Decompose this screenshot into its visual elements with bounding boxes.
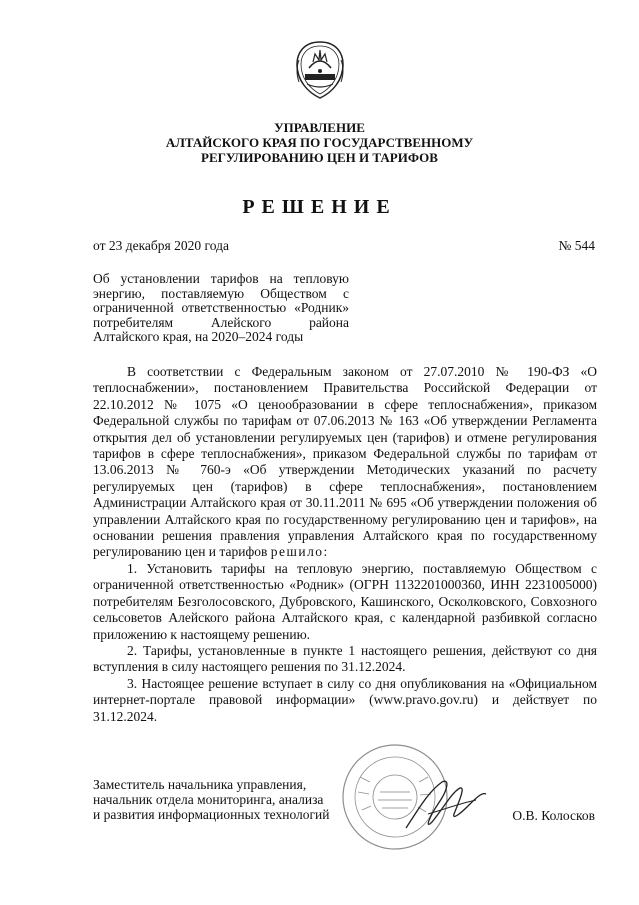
preamble-text: В соответствии с Федеральным законом от 27.07.2010 № 190-ФЗ «О теплоснабжении», постановлением Правительства Российской Федерации от 22.10.2012 № 1075 «О ценообразовании в сфере теплоснабжения», приказом Федеральной службы по тарифам от 07.06.2013 № 163 «Об утверждении Регламента открытия дел об установлении регулируемых цен (тарифов) и отмене регулирования тарифов в сфере теплоснабжения», приказом Федеральной службы по тарифам от 13.06.2013 № 760-э «Об утверждении Методических указаний по расчету регулируемых цен (тарифов) в сфере теплоснабжения», постановлением Администрации Алтайского края от 30.11.2011 № 695 «Об утверждении положения об управлении Алтайского края по государственному регулированию цен и тарифов», на основании решения правления управления Алтайского края по государственному регулированию цен и тарифов [93, 364, 597, 560]
handwritten-signature-icon [398, 770, 498, 840]
document-date: от 23 декабря 2020 года [93, 238, 229, 253]
org-line-2: АЛТАЙСКОГО КРАЯ ПО ГОСУДАРСТВЕННОМУ [165, 135, 474, 150]
document-type-title: РЕШЕНИЕ [242, 196, 397, 218]
org-line-3: РЕГУЛИРОВАНИЮ ЦЕН И ТАРИФОВ [201, 150, 438, 165]
preamble-paragraph [93, 364, 597, 561]
org-line-1: УПРАВЛЕНИЕ [274, 120, 365, 135]
signer-position-line-1: Заместитель начальника управления, [93, 777, 307, 792]
resolution-item-3: 3. Настоящее решение вступает в силу со дня опубликования на «Официальном интернет-портале правовой информации» (www.pravo.gov.ru) и действует по 31.12.2024. [93, 675, 597, 724]
document-number: № 544 [558, 238, 595, 253]
issuing-authority [0, 120, 639, 165]
resolution-item-1: 1. Установить тарифы на тепловую энергию, поставляемую Обществом с ограниченной ответственностью «Родник» (ОГРН 1132201000360, ИНН 2231005000) потребителям Безголосовского, Дубровского, Кашинского, Осколковского, Совхозного сельсоветов Алейского района Алтайского края, с календарной разбивкой согласно приложению к настоящему решению. [93, 560, 597, 642]
document-subject: Об установлении тарифов на тепловую энергию, поставляемую Обществом с ограниченной ответственностью «Родник» потребителям Алейского района Алтайского края, на 2020–2024 годы [93, 271, 349, 344]
signer-position [93, 777, 330, 822]
coat-of-arms-icon [293, 40, 347, 100]
resolution-item-2: 2. Тарифы, установленные в пункте 1 настоящего решения, действуют со дня вступления в силу настоящего решения по 31.12.2024. [93, 642, 597, 675]
signer-position-line-3: и развития информационных технологий [93, 807, 330, 822]
document-body [93, 364, 597, 725]
signer-position-line-2: начальник отдела мониторинга, анализа [93, 792, 324, 807]
signer-name: О.В. Колосков [512, 808, 595, 823]
decided-word: решило: [270, 544, 329, 560]
